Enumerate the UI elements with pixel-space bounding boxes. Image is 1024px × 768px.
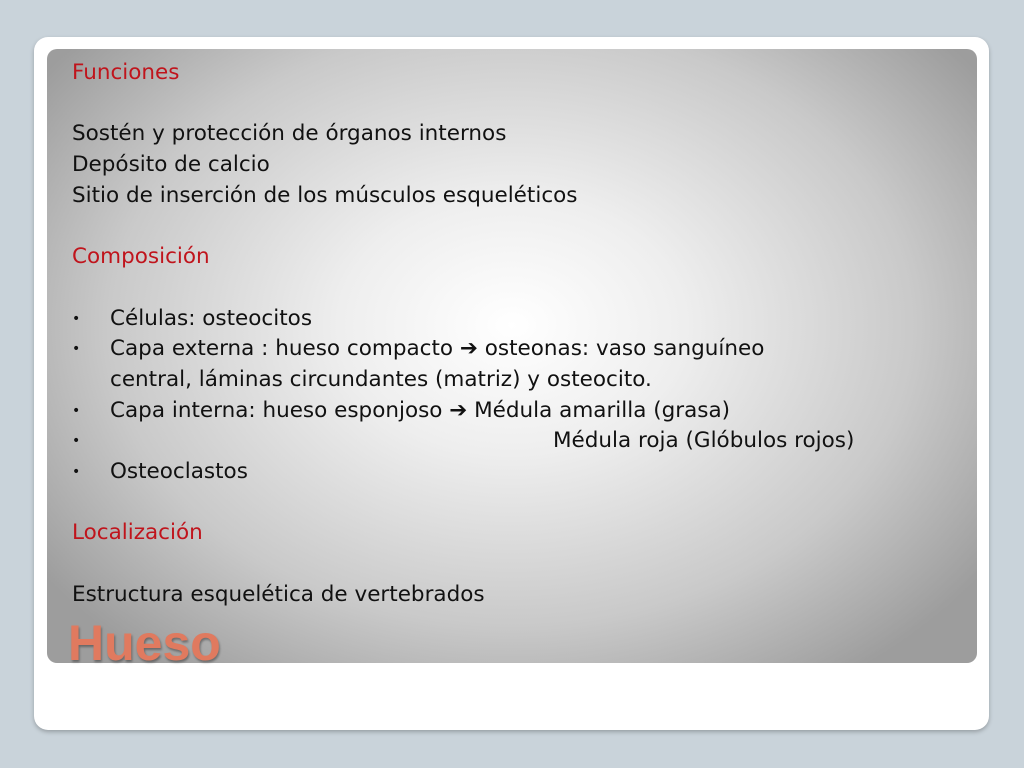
section-heading-funciones: Funciones <box>72 60 180 85</box>
spacer <box>72 273 952 304</box>
list-item-text: Osteoclastos <box>110 459 248 485</box>
section-heading-composicion: Composición <box>72 244 210 270</box>
list-item-text: Células: osteocitos <box>110 305 313 331</box>
list-item-text <box>110 426 854 457</box>
list-item <box>72 396 952 427</box>
bullet-icon: • <box>72 402 81 419</box>
list-item-continuation <box>72 365 952 396</box>
spacer <box>72 212 952 243</box>
list-item <box>72 457 952 488</box>
list-item-text-inner: Médula roja (Glóbulos rojos) <box>553 428 855 454</box>
bullet-icon: • <box>72 433 81 450</box>
list-item-text: Capa externa : hueso compacto ➔ osteonas: vaso sanguíneo <box>110 336 765 362</box>
spacer <box>72 89 952 120</box>
text-line: Estructura esquelética de vertebrados <box>72 581 485 607</box>
list-item <box>72 304 952 335</box>
section-heading-localizacion: Localización <box>72 520 203 546</box>
text-line: Sostén y protección de órganos internos <box>72 121 507 147</box>
list-item <box>72 334 952 365</box>
slide-body <box>72 58 952 611</box>
list-item <box>72 426 952 457</box>
bullet-icon: • <box>72 310 81 327</box>
bullet-icon: • <box>72 464 81 481</box>
slide-title: Hueso <box>68 615 221 671</box>
bullet-indent <box>72 365 110 396</box>
text-line: Depósito de calcio <box>72 152 270 178</box>
spacer <box>72 488 952 519</box>
list-item-text: Capa interna: hueso esponjoso ➔ Médula amarilla (grasa) <box>110 397 731 423</box>
bullet-icon: • <box>72 341 81 358</box>
spacer <box>72 549 952 580</box>
list-item-text: central, láminas circundantes (matriz) y osteocito. <box>110 366 652 392</box>
text-line: Sitio de inserción de los músculos esqueléticos <box>72 182 578 208</box>
